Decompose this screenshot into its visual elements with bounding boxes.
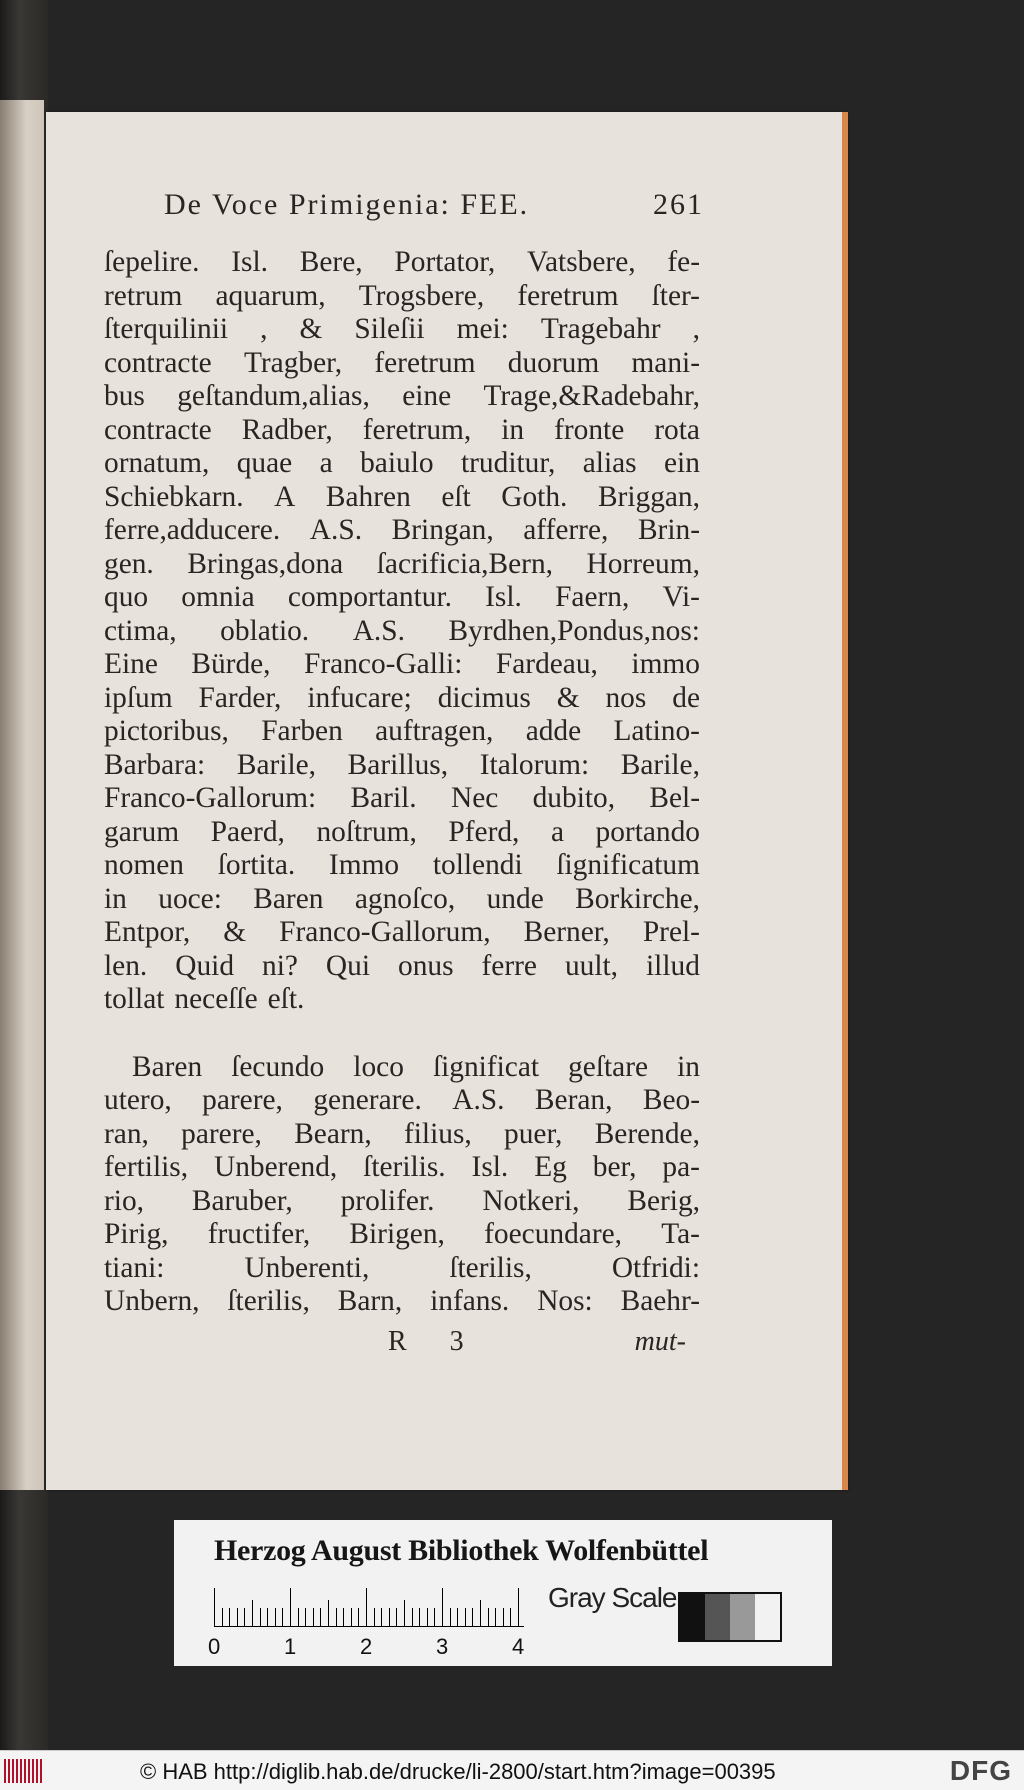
word: omnia bbox=[181, 581, 255, 613]
word: nos bbox=[605, 681, 647, 714]
word: eſt. bbox=[267, 983, 305, 1015]
word: neceſſe bbox=[174, 983, 258, 1015]
word: nomen bbox=[104, 849, 184, 881]
running-head bbox=[164, 188, 704, 228]
word: uoce: bbox=[158, 882, 222, 915]
word: comportantur. bbox=[287, 581, 452, 613]
word: duorum bbox=[507, 346, 600, 379]
word: ſterilis, bbox=[449, 1251, 532, 1284]
word: , bbox=[260, 313, 268, 345]
word: tollat bbox=[104, 983, 165, 1015]
paragraph-1 bbox=[104, 246, 700, 1017]
word: Notkeri, bbox=[482, 1184, 580, 1217]
word: Quid bbox=[175, 949, 235, 982]
word: A.S. bbox=[452, 1084, 505, 1116]
word: A.S. bbox=[309, 514, 363, 546]
ruler-tick bbox=[336, 1608, 337, 1626]
word: afferre, bbox=[523, 514, 609, 546]
word: Qui bbox=[325, 949, 371, 982]
word: Ta- bbox=[661, 1218, 700, 1250]
word: agnoſco, bbox=[354, 882, 456, 915]
word: garum bbox=[104, 815, 180, 848]
ruler-tick bbox=[320, 1608, 321, 1626]
word: infucare; bbox=[307, 681, 412, 714]
word: eine bbox=[402, 380, 452, 412]
word: eſt bbox=[441, 480, 471, 513]
ruler-tick bbox=[389, 1608, 390, 1626]
text-line bbox=[104, 414, 700, 448]
paragraph-2 bbox=[104, 1051, 700, 1319]
ruler-tick bbox=[229, 1608, 230, 1626]
word: Unberend, bbox=[214, 1151, 338, 1183]
word: Franco-Galli: bbox=[304, 648, 463, 680]
word: ſignificatum bbox=[556, 849, 700, 881]
word: Prel- bbox=[642, 916, 700, 948]
word: dicimus bbox=[437, 681, 531, 714]
word: portando bbox=[595, 815, 700, 848]
word: Baren bbox=[253, 882, 324, 915]
ruler-tick bbox=[457, 1608, 458, 1626]
ruler-number: 1 bbox=[284, 1634, 297, 1659]
word: feretrum, bbox=[362, 413, 472, 446]
word: ſignificat bbox=[432, 1050, 540, 1083]
word: Italorum: bbox=[479, 748, 590, 781]
text-line bbox=[104, 1151, 700, 1185]
word: Barillus, bbox=[347, 748, 449, 781]
word: & bbox=[223, 916, 247, 948]
word: Bearn, bbox=[294, 1117, 372, 1150]
word: Horreum, bbox=[586, 547, 700, 580]
ruler-tick bbox=[252, 1600, 253, 1626]
text-line bbox=[104, 447, 700, 481]
word: aquarum, bbox=[215, 279, 326, 312]
word: pa- bbox=[662, 1151, 700, 1183]
word: Barile, bbox=[236, 748, 317, 781]
word: Vatsbere, bbox=[527, 246, 636, 278]
word: a bbox=[550, 815, 564, 848]
word: quo bbox=[104, 581, 149, 613]
word: Trage,&Radebahr, bbox=[483, 380, 700, 412]
text-line bbox=[104, 548, 700, 582]
word: Entpor, bbox=[104, 916, 191, 948]
word: ſterilis. bbox=[363, 1151, 446, 1183]
word: Eine bbox=[104, 648, 158, 680]
word: Bringan, bbox=[391, 514, 494, 546]
word: fronte bbox=[554, 413, 625, 446]
word: generare. bbox=[313, 1084, 422, 1116]
word: Brin- bbox=[637, 514, 700, 546]
gray-scale-swatches bbox=[678, 1592, 782, 1642]
gray-swatch bbox=[680, 1594, 705, 1640]
text-line bbox=[104, 950, 700, 984]
word: fe- bbox=[667, 246, 700, 278]
word: ſepelire. bbox=[104, 246, 200, 278]
text-line bbox=[104, 1051, 700, 1085]
word: Faern, bbox=[555, 581, 630, 613]
text-line bbox=[104, 380, 700, 414]
word: Baren bbox=[132, 1050, 203, 1083]
ruler-tick bbox=[214, 1588, 215, 1626]
word: baiulo bbox=[360, 447, 434, 479]
word: mei: bbox=[456, 313, 509, 345]
word: in bbox=[677, 1050, 700, 1083]
word: alias bbox=[582, 447, 637, 479]
word: prolifer. bbox=[340, 1184, 435, 1217]
word: Trogsbere, bbox=[358, 279, 485, 312]
word: Farben bbox=[261, 715, 343, 747]
ruler-tick bbox=[343, 1608, 344, 1626]
text-line bbox=[104, 1185, 700, 1219]
word: ipſum bbox=[104, 681, 173, 714]
word: fertilis, bbox=[104, 1151, 189, 1183]
word: Berner, bbox=[523, 916, 610, 948]
ruler-tick bbox=[290, 1588, 291, 1626]
ruler-tick bbox=[328, 1600, 329, 1626]
ruler-number: 0 bbox=[208, 1634, 221, 1659]
word: Beo- bbox=[642, 1084, 700, 1116]
page-number: 261 bbox=[653, 188, 704, 221]
word: , bbox=[692, 313, 700, 345]
word: Tragebahr bbox=[540, 313, 661, 345]
word: rio, bbox=[104, 1184, 144, 1217]
word: Immo bbox=[328, 849, 400, 881]
word: puer, bbox=[504, 1117, 563, 1150]
word: Isl. bbox=[231, 246, 268, 278]
word: dubito, bbox=[532, 782, 616, 814]
word: rota bbox=[654, 413, 700, 446]
text-line bbox=[104, 983, 700, 1017]
paragraph-gap bbox=[104, 1017, 700, 1051]
ruler-tick bbox=[503, 1608, 504, 1626]
word: in bbox=[501, 413, 525, 446]
ruler-tick bbox=[260, 1608, 261, 1626]
source-credit-link[interactable]: © HAB http://diglib.hab.de/drucke/li-2800/start.htm?image=00395 bbox=[140, 1759, 776, 1784]
ruler-tick bbox=[267, 1608, 268, 1626]
word: tollendi bbox=[432, 849, 523, 881]
word: Unberenti, bbox=[244, 1251, 370, 1284]
word: Franco-Gallorum: bbox=[104, 782, 317, 814]
gray-swatch bbox=[755, 1594, 780, 1640]
institution-name: Herzog August Bibliothek Wolfenbüttel bbox=[214, 1534, 709, 1567]
word: parere, bbox=[181, 1117, 262, 1150]
word: Beran, bbox=[534, 1084, 613, 1116]
ruler-tick bbox=[275, 1608, 276, 1626]
word: infans. bbox=[430, 1285, 510, 1317]
ruler-tick bbox=[480, 1600, 481, 1626]
signature-mark: R 3 bbox=[388, 1326, 482, 1357]
word: in bbox=[104, 882, 127, 915]
text-line bbox=[104, 648, 700, 682]
text-line bbox=[104, 280, 700, 314]
text-line bbox=[104, 246, 700, 280]
gray-swatch bbox=[730, 1594, 755, 1640]
word: immo bbox=[631, 648, 700, 680]
word: retrum bbox=[104, 279, 183, 312]
word: Barile, bbox=[620, 748, 700, 781]
word: Barbara: bbox=[104, 748, 206, 781]
ruler-tick bbox=[472, 1608, 473, 1626]
facing-page-edge bbox=[0, 100, 44, 1490]
word: & bbox=[556, 681, 580, 714]
running-head-title: De Voce Primigenia: FEE. bbox=[164, 188, 530, 221]
ruler-tick bbox=[237, 1608, 238, 1626]
word: Eg bbox=[534, 1151, 567, 1183]
word: Portator, bbox=[394, 246, 496, 278]
text-line bbox=[104, 916, 700, 950]
word: ſortita. bbox=[217, 849, 296, 881]
text-line bbox=[104, 1218, 700, 1252]
text-line bbox=[104, 581, 700, 615]
word: Birigen, bbox=[349, 1218, 445, 1250]
text-line bbox=[104, 1084, 700, 1118]
scale-ruler bbox=[214, 1582, 524, 1632]
ruler-tick bbox=[488, 1608, 489, 1626]
text-line bbox=[104, 1285, 700, 1319]
word: Bahren bbox=[325, 480, 411, 513]
word: ſacrificia,Bern, bbox=[376, 547, 553, 580]
text-line bbox=[104, 615, 700, 649]
word: Vi- bbox=[662, 581, 700, 613]
main-text bbox=[104, 246, 700, 1319]
word: contracte bbox=[104, 413, 212, 446]
word: feretrum bbox=[374, 346, 476, 379]
ruler-numbers bbox=[208, 1634, 528, 1660]
text-line bbox=[104, 816, 700, 850]
footer-bar bbox=[0, 1750, 1024, 1790]
word: gen. bbox=[104, 547, 154, 580]
ruler-tick bbox=[381, 1608, 382, 1626]
dfg-logo: DFG bbox=[949, 1755, 1012, 1786]
text-line bbox=[104, 347, 700, 381]
text-line bbox=[104, 849, 700, 883]
word: tiani: bbox=[104, 1251, 165, 1284]
word: Farder, bbox=[198, 681, 282, 714]
word: ſterquilinii bbox=[104, 313, 229, 345]
ruler-tick bbox=[412, 1608, 413, 1626]
ruler-tick bbox=[518, 1588, 519, 1626]
word: unde bbox=[486, 882, 544, 915]
word: Baril. bbox=[350, 782, 417, 814]
word: Otfridi: bbox=[611, 1251, 700, 1284]
ruler-tick bbox=[396, 1608, 397, 1626]
ruler-tick bbox=[450, 1608, 451, 1626]
word: ornatum, bbox=[104, 447, 210, 479]
gray-swatch bbox=[705, 1594, 730, 1640]
word: ferre bbox=[481, 949, 537, 982]
word: uult, bbox=[564, 949, 619, 982]
word: a bbox=[319, 447, 333, 479]
ruler-tick bbox=[366, 1588, 367, 1626]
word: Baruber, bbox=[191, 1184, 293, 1217]
text-line bbox=[104, 749, 700, 783]
ruler-tick bbox=[313, 1608, 314, 1626]
ruler-tick bbox=[305, 1608, 306, 1626]
word: parere, bbox=[202, 1084, 283, 1116]
ruler-tick bbox=[298, 1608, 299, 1626]
word: pictoribus, bbox=[104, 715, 229, 747]
ruler-tick bbox=[244, 1608, 245, 1626]
text-line bbox=[104, 883, 700, 917]
word: quae bbox=[236, 447, 293, 479]
ruler-tick bbox=[351, 1608, 352, 1626]
word: Baehr- bbox=[620, 1285, 700, 1317]
word: geſtandum,alias, bbox=[177, 380, 370, 412]
word: Fardeau, bbox=[495, 648, 598, 680]
text-line bbox=[104, 682, 700, 716]
word: noſtrum, bbox=[316, 815, 417, 848]
text-line bbox=[104, 481, 700, 515]
word: Briggan, bbox=[597, 480, 700, 513]
word: ni? bbox=[262, 949, 298, 982]
text-line bbox=[104, 782, 700, 816]
word: Bringas,dona bbox=[187, 547, 344, 580]
word: A bbox=[274, 480, 296, 513]
word: ctima, bbox=[104, 614, 177, 647]
ruler-tick bbox=[434, 1608, 435, 1626]
text-line bbox=[104, 1252, 700, 1286]
ruler-tick bbox=[282, 1608, 283, 1626]
word: Schiebkarn. bbox=[104, 480, 244, 513]
word: Barn, bbox=[337, 1285, 403, 1317]
catchword: mut- bbox=[634, 1326, 686, 1357]
text-line bbox=[104, 715, 700, 749]
word: Nec bbox=[450, 782, 499, 814]
ruler-baseline bbox=[214, 1626, 524, 1627]
word: Franco-Gallorum, bbox=[279, 916, 491, 948]
word: ber, bbox=[592, 1151, 637, 1183]
word: & bbox=[299, 313, 323, 345]
word: feretrum bbox=[517, 279, 619, 312]
word: Latino- bbox=[613, 715, 700, 747]
word: illud bbox=[646, 949, 700, 982]
word: contracte bbox=[104, 346, 212, 379]
gray-scale-label: Gray Scale bbox=[548, 1582, 677, 1613]
word: Unbern, bbox=[104, 1285, 200, 1317]
word: Bere, bbox=[299, 246, 363, 278]
ruler-tick bbox=[358, 1608, 359, 1626]
word: Tragber, bbox=[243, 346, 343, 379]
word: loco bbox=[353, 1050, 404, 1083]
word: Radber, bbox=[241, 413, 333, 446]
word: foecundare, bbox=[484, 1218, 623, 1250]
word: Isl. bbox=[471, 1151, 509, 1183]
word: ran, bbox=[104, 1117, 149, 1150]
word: ſter- bbox=[651, 279, 700, 312]
word: Borkirche, bbox=[575, 882, 700, 915]
word: geſtare bbox=[568, 1050, 649, 1083]
word: mani- bbox=[631, 346, 700, 379]
word: auftragen, bbox=[375, 715, 494, 747]
word: bus bbox=[104, 380, 145, 412]
ruler-tick bbox=[404, 1600, 405, 1626]
word: fructifer, bbox=[207, 1218, 311, 1250]
ruler-number: 4 bbox=[512, 1634, 525, 1659]
word: Pirig, bbox=[104, 1218, 169, 1250]
ruler-number: 3 bbox=[436, 1634, 449, 1659]
word: A.S. bbox=[352, 614, 405, 647]
word: oblatio. bbox=[220, 614, 310, 647]
ruler-tick bbox=[374, 1608, 375, 1626]
word: ferre,adducere. bbox=[104, 514, 281, 546]
word: filius, bbox=[403, 1117, 472, 1150]
hab-logo-icon bbox=[4, 1759, 46, 1783]
word: Sileſii bbox=[354, 313, 425, 345]
ruler-tick bbox=[427, 1608, 428, 1626]
page-foot bbox=[380, 1326, 700, 1362]
word: Nos: bbox=[537, 1285, 593, 1317]
word: Bürde, bbox=[191, 648, 271, 680]
word: ſecundo bbox=[231, 1050, 325, 1083]
color-reference-card bbox=[174, 1520, 832, 1666]
ruler-tick bbox=[222, 1608, 223, 1626]
word: Berende, bbox=[594, 1117, 700, 1150]
text-line bbox=[104, 313, 700, 347]
ruler-tick bbox=[419, 1608, 420, 1626]
word: len. bbox=[104, 949, 148, 982]
ruler-tick bbox=[495, 1608, 496, 1626]
word: Paerd, bbox=[210, 815, 285, 848]
word: ſterilis, bbox=[227, 1285, 310, 1317]
ruler-number: 2 bbox=[360, 1634, 373, 1659]
word: Berig, bbox=[627, 1184, 700, 1217]
word: Isl. bbox=[485, 581, 522, 613]
word: truditur, bbox=[460, 447, 556, 479]
text-line bbox=[104, 514, 700, 548]
word: onus bbox=[398, 949, 454, 982]
word: Byrdhen,Pondus,nos: bbox=[448, 614, 700, 647]
word: utero, bbox=[104, 1084, 172, 1116]
ruler-tick bbox=[465, 1608, 466, 1626]
text-line bbox=[104, 1118, 700, 1152]
ruler-tick bbox=[510, 1608, 511, 1626]
word: Goth. bbox=[501, 480, 568, 513]
word: Bel- bbox=[649, 782, 700, 814]
word: ein bbox=[664, 447, 700, 479]
word: de bbox=[672, 681, 700, 714]
word: Pferd, bbox=[448, 815, 520, 848]
word: adde bbox=[525, 715, 582, 747]
ruler-tick bbox=[442, 1588, 443, 1626]
